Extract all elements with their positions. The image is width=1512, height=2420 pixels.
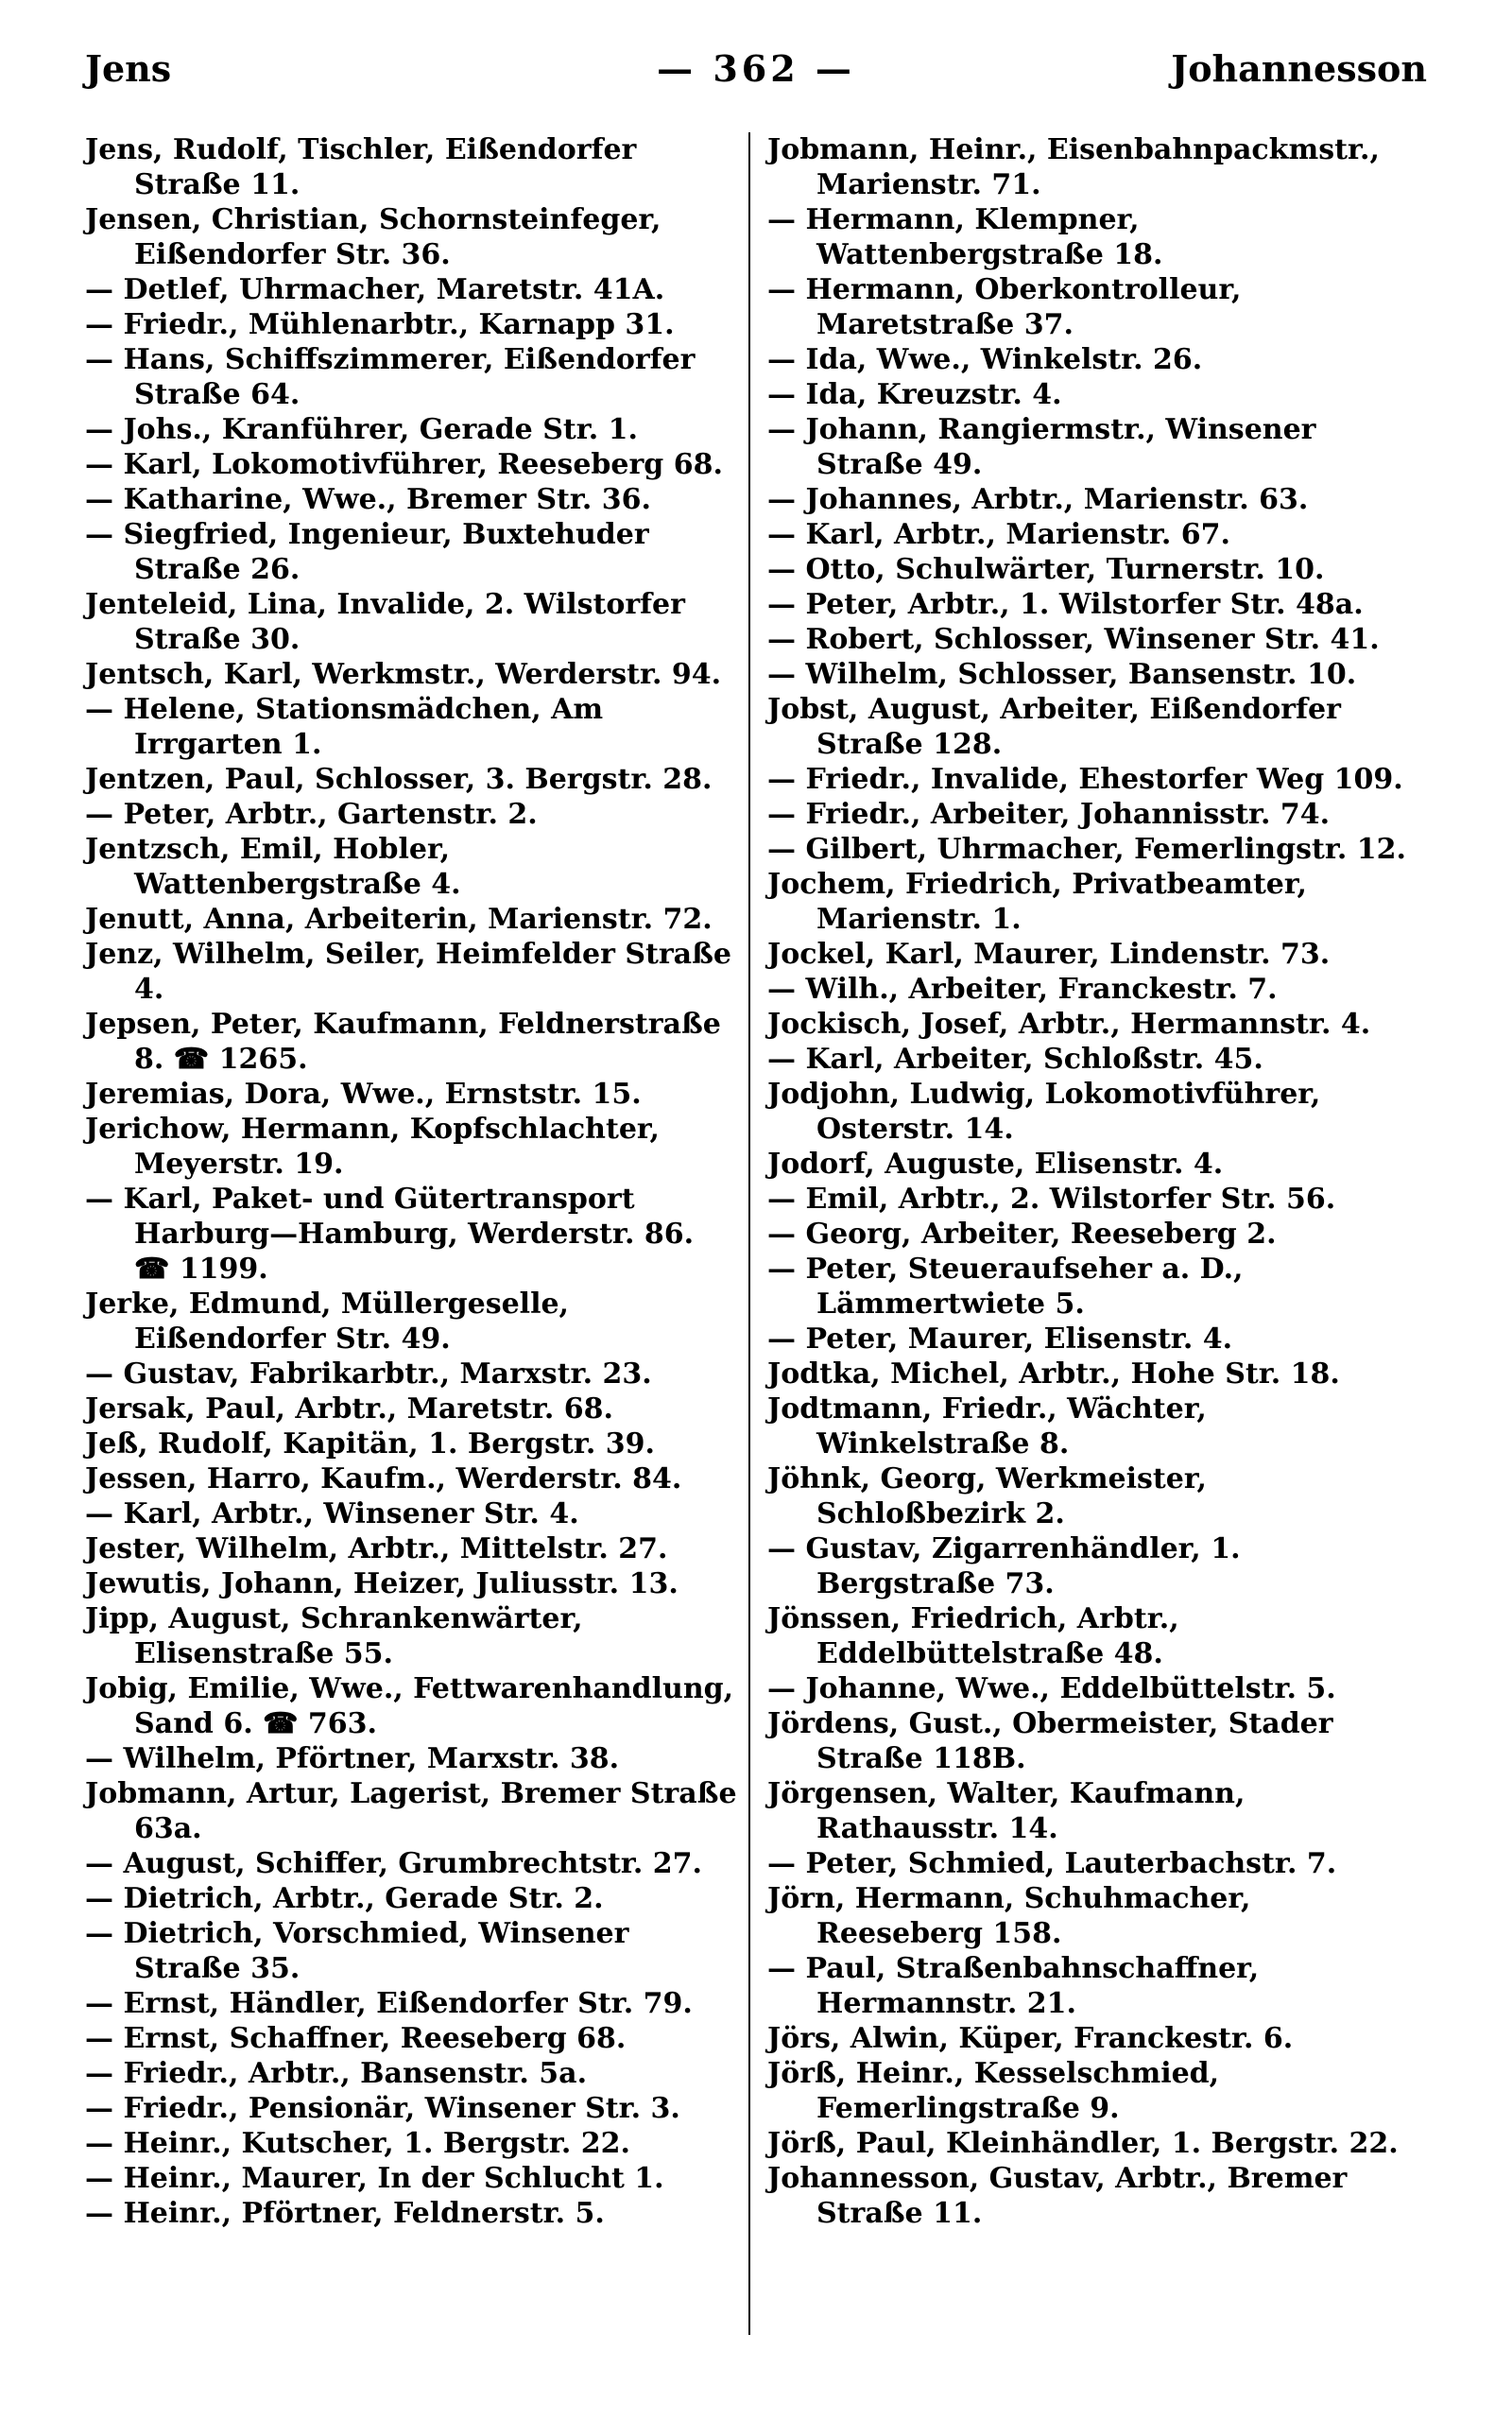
directory-entry: — Paul, Straßenbahnschaffner, Hermannstr. 21. — [767, 1951, 1419, 2021]
directory-entry: — Hermann, Klempner, Wattenbergstraße 18. — [767, 202, 1419, 272]
directory-entry: Jörß, Heinr., Kesselschmied, Femerlingstraße 9. — [767, 2057, 1220, 2125]
directory-entry: — Peter, Schmied, Lauterbachstr. 7. — [767, 1846, 1419, 1881]
directory-entry: — Katharine, Wwe., Bremer Str. 36. — [85, 482, 737, 517]
directory-entry: — Johannes, Arbtr., Marienstr. 63. — [767, 482, 1419, 517]
directory-entry: Jenz, Wilhelm, Seiler, Heimfelder Straße 4. — [85, 938, 731, 1006]
directory-entry: Jördens, Gust., Obermeister, Stader Straße 118B. — [767, 1707, 1333, 1775]
directory-entry: — Peter, Arbtr., 1. Wilstorfer Str. 48a. — [767, 587, 1419, 622]
directory-entry: Jens, Rudolf, Tischler, Eißendorfer Straße 11. — [85, 133, 637, 201]
directory-entry: Jobmann, Artur, Lagerist, Bremer Straße 63a. — [85, 1777, 737, 1845]
directory-entry: Jerke, Edmund, Müllergeselle, Eißendorfer Str. 49. — [85, 1288, 569, 1356]
directory-entry: — Karl, Paket- und Gütertransport Harburg—Hamburg, Werderstr. 86. ☎ 1199. — [85, 1182, 737, 1287]
directory-entry: — Gustav, Zigarrenhändler, 1. Bergstraße 73. — [767, 1531, 1419, 1601]
directory-entry: Jörn, Hermann, Schuhmacher, Reeseberg 158. — [767, 1882, 1251, 1950]
directory-entry: Jepsen, Peter, Kaufmann, Feldnerstraße 8. ☎ 1265. — [85, 1008, 721, 1076]
directory-entry: Jenteleid, Lina, Invalide, 2. Wilstorfer Straße 30. — [85, 588, 685, 656]
directory-entry: Jewutis, Johann, Heizer, Juliusstr. 13. — [85, 1567, 679, 1600]
directory-entry: — Ida, Kreuzstr. 4. — [767, 377, 1419, 412]
directory-entry: — Karl, Arbtr., Marienstr. 67. — [767, 517, 1419, 552]
directory-entry: — Ernst, Schaffner, Reeseberg 68. — [85, 2021, 737, 2056]
directory-entry: — Ernst, Händler, Eißendorfer Str. 79. — [85, 1986, 737, 2021]
directory-entry: — Peter, Maurer, Elisenstr. 4. — [767, 1322, 1419, 1357]
directory-entry: Jersak, Paul, Arbtr., Maretstr. 68. — [85, 1392, 613, 1426]
directory-entry: — Karl, Arbeiter, Schloßstr. 45. — [767, 1042, 1419, 1077]
directory-entry: — Gustav, Fabrikarbtr., Marxstr. 23. — [85, 1357, 737, 1392]
directory-entry: — Friedr., Invalide, Ehestorfer Weg 109. — [767, 762, 1419, 797]
directory-entry: — Robert, Schlosser, Winsener Str. 41. — [767, 622, 1419, 657]
directory-entry: — Ida, Wwe., Winkelstr. 26. — [767, 342, 1419, 377]
directory-entry: Jeremias, Dora, Wwe., Ernststr. 15. — [85, 1078, 642, 1111]
directory-entry: — Wilhelm, Schlosser, Bansenstr. 10. — [767, 657, 1419, 692]
directory-entry: Jenutt, Anna, Arbeiterin, Marienstr. 72. — [85, 903, 713, 936]
directory-entry: — Heinr., Pförtner, Feldnerstr. 5. — [85, 2196, 737, 2231]
directory-entry: — Johann, Rangiermstr., Winsener Straße 49. — [767, 412, 1419, 482]
header-first-entry: Jens — [85, 47, 172, 90]
directory-entry: Jensen, Christian, Schornsteinfeger, Eißendorfer Str. 36. — [85, 203, 662, 271]
directory-entry: Jessen, Harro, Kaufm., Werderstr. 84. — [85, 1462, 682, 1495]
directory-entry: Jipp, August, Schrankenwärter, Elisenstraße 55. — [85, 1602, 583, 1670]
directory-entry: Jeß, Rudolf, Kapitän, 1. Bergstr. 39. — [85, 1427, 655, 1461]
page-header — [85, 38, 1427, 104]
directory-entry: — Peter, Steueraufseher a. D., Lämmertwiete 5. — [767, 1252, 1419, 1322]
directory-entry: Jörgensen, Walter, Kaufmann, Rathausstr. 14. — [767, 1777, 1246, 1845]
directory-entry: — Hans, Schiffszimmerer, Eißendorfer Straße 64. — [85, 342, 737, 412]
directory-entry: — Helene, Stationsmädchen, Am Irrgarten 1. — [85, 692, 737, 762]
directory-entry: — Johanne, Wwe., Eddelbüttelstr. 5. — [767, 1671, 1419, 1706]
directory-entry: Johannesson, Gustav, Arbtr., Bremer Straße 11. — [767, 2162, 1348, 2230]
directory-entry: Jockisch, Josef, Arbtr., Hermannstr. 4. — [767, 1008, 1371, 1041]
directory-entry: — August, Schiffer, Grumbrechtstr. 27. — [85, 1846, 737, 1881]
directory-entry: — Georg, Arbeiter, Reeseberg 2. — [767, 1217, 1419, 1252]
directory-entry: Jockel, Karl, Maurer, Lindenstr. 73. — [767, 938, 1331, 971]
directory-entry: Jerichow, Hermann, Kopfschlachter, Meyerstr. 19. — [85, 1113, 660, 1181]
directory-entry: Jobst, August, Arbeiter, Eißendorfer Straße 128. — [767, 693, 1341, 761]
directory-entry: — Heinr., Maurer, In der Schlucht 1. — [85, 2161, 737, 2196]
directory-entry: — Friedr., Mühlenarbtr., Karnapp 31. — [85, 307, 737, 342]
directory-entry: — Dietrich, Arbtr., Gerade Str. 2. — [85, 1881, 737, 1916]
directory-entry: Jöhnk, Georg, Werkmeister, Schloßbezirk 2. — [767, 1462, 1207, 1530]
header-last-entry: Johannesson — [1171, 47, 1427, 90]
directory-entry: Jörs, Alwin, Küper, Franckestr. 6. — [767, 2022, 1294, 2055]
left-column — [85, 132, 737, 2231]
directory-entry: — Karl, Lokomotivführer, Reeseberg 68. — [85, 447, 737, 482]
directory-entry: — Detlef, Uhrmacher, Maretstr. 41A. — [85, 272, 737, 307]
directory-entry: Jodjohn, Ludwig, Lokomotivführer, Osterstr. 14. — [767, 1078, 1321, 1146]
directory-entry: Jentzsch, Emil, Hobler, Wattenbergstraße 4. — [85, 833, 461, 901]
directory-entry: Jönssen, Friedrich, Arbtr., Eddelbüttelstraße 48. — [767, 1602, 1179, 1670]
directory-entry: Jodtka, Michel, Arbtr., Hohe Str. 18. — [767, 1357, 1340, 1391]
directory-entry: — Peter, Arbtr., Gartenstr. 2. — [85, 797, 737, 832]
directory-entry: — Johs., Kranführer, Gerade Str. 1. — [85, 412, 737, 447]
page-number: — 362 — — [657, 47, 855, 90]
directory-entry: — Karl, Arbtr., Winsener Str. 4. — [85, 1496, 737, 1531]
directory-entry: — Emil, Arbtr., 2. Wilstorfer Str. 56. — [767, 1182, 1419, 1217]
directory-entry: — Dietrich, Vorschmied, Winsener Straße 35. — [85, 1916, 737, 1986]
directory-entry: — Gilbert, Uhrmacher, Femerlingstr. 12. — [767, 832, 1419, 867]
directory-entry: — Friedr., Pensionär, Winsener Str. 3. — [85, 2091, 737, 2126]
directory-entry: — Wilh., Arbeiter, Franckestr. 7. — [767, 972, 1419, 1007]
directory-entry: — Hermann, Oberkontrolleur, Maretstraße 37. — [767, 272, 1419, 342]
column-divider — [748, 132, 750, 2335]
directory-entry: Jobig, Emilie, Wwe., Fettwarenhandlung, Sand 6. ☎ 763. — [85, 1672, 734, 1740]
directory-entry: — Friedr., Arbtr., Bansenstr. 5a. — [85, 2056, 737, 2091]
directory-entry: — Wilhelm, Pförtner, Marxstr. 38. — [85, 1741, 737, 1776]
directory-entry: Jentsch, Karl, Werkmstr., Werderstr. 94. — [85, 658, 722, 691]
directory-entry: Jester, Wilhelm, Arbtr., Mittelstr. 27. — [85, 1532, 668, 1565]
directory-entry: Jochem, Friedrich, Privatbeamter, Marienstr. 1. — [767, 868, 1307, 936]
directory-entry: Jodtmann, Friedr., Wächter, Winkelstraße 8. — [767, 1392, 1207, 1461]
directory-entry: — Heinr., Kutscher, 1. Bergstr. 22. — [85, 2126, 737, 2161]
directory-entry: Jentzen, Paul, Schlosser, 3. Bergstr. 28. — [85, 763, 713, 796]
directory-entry: Jörß, Paul, Kleinhändler, 1. Bergstr. 22. — [767, 2127, 1399, 2160]
right-column — [767, 132, 1419, 2231]
directory-entry: — Friedr., Arbeiter, Johannisstr. 74. — [767, 797, 1419, 832]
directory-entry: Jobmann, Heinr., Eisenbahnpackmstr., Marienstr. 71. — [767, 133, 1380, 201]
directory-entry: — Siegfried, Ingenieur, Buxtehuder Straße 26. — [85, 517, 737, 587]
directory-entry: Jodorf, Auguste, Elisenstr. 4. — [767, 1148, 1224, 1181]
directory-entry: — Otto, Schulwärter, Turnerstr. 10. — [767, 552, 1419, 587]
